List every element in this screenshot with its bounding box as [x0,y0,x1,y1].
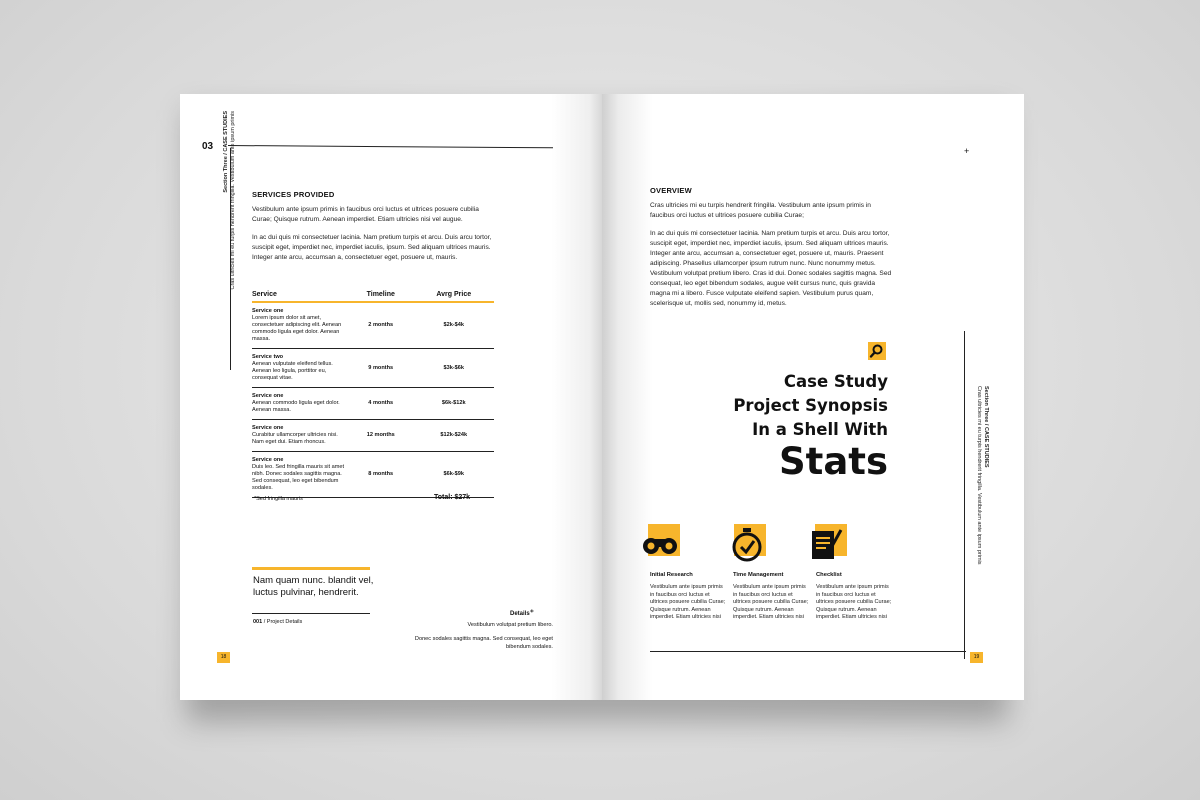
services-paragraph-2: In ac dui quis mi consectetuer lacinia. Nam pretium turpis et arcu. Duis arcu tortor, suscipit eget, imperdiet nec, imperdiet iaculis, ipsum. Sed aliquam ultrices mauris. Integer ante arcu, accumsan a, consectetuer eget, posuere ut, mauris. [252,234,492,261]
stat-text-time-management: Vestibulum ante ipsum primis in faucibus orci luctus et ultrices posuere cubilia Curae; Quisque rutrum. Aenean imperdiet. Etiam ultricies nisi [733,584,809,621]
stat-text-initial-research: Vestibulum ante ipsum primis in faucibus orci luctus et ultrices posuere cubilia Curae; Quisque rutrum. Aenean imperdiet. Etiam ultricies nisi [650,584,726,621]
quote-accent-bar [252,567,370,570]
timeline-cell: 2 months [348,302,413,349]
stat-title-initial-research: Initial Research [650,572,693,578]
service-name: Service one [252,308,284,314]
right-page [602,94,1024,700]
side-title: Section Three / CASE STUDIES [983,386,989,468]
overview-paragraph-1: Cras ultricies mi eu turpis hendrerit fringilla. Vestibulum ante ipsum primis in faucibus orci luctus et ultrices posuere cubilia Curae; [650,202,871,219]
service-desc: Aenean commodo ligula eget dolor. Aenean massa. [252,400,340,413]
plus-icon: ⁺ [529,608,534,617]
details-paragraph-2: Donec sodales sagittis magna. Sed consequat, leo eget bibendum sodales. [414,636,553,650]
col-service: Service [252,291,348,302]
bottom-rule [650,651,966,652]
service-desc: Lorem ipsum dolor sit amet, consectetuer adipiscing elit. Aenean commodo ligula eget dolor. Aenean massa. [252,315,342,342]
overview-heading: OVERVIEW [650,186,692,195]
service-cell [252,349,348,388]
top-rule [228,145,553,148]
table-total: Total: $27k [434,494,471,501]
side-running-text [975,386,989,606]
service-desc: Aenean vulputate eleifend tellus. Aenean leo ligula, porttitor eu, consequat vitae. [252,361,333,381]
magnifier-icon [868,342,886,360]
headline-line-2: Project Synopsis [733,396,888,415]
headline-line-3: In a Shell With [752,420,888,439]
price-cell: $3k-$6k [413,349,494,388]
details-paragraph-1: Vestibulum volutpat pretium libero. [467,622,553,628]
table-row [252,349,494,388]
table-row [252,452,494,498]
table-row [252,302,494,349]
details-label [510,608,534,617]
service-desc: Duis leo. Sed fringilla mauris sit amet nibh. Donec sodales sagittis magna. Sed consequat, leo eget bibendum sodales. [252,464,345,491]
section-number: 03 [202,141,214,152]
headline-line-1: Case Study [783,372,888,391]
page-number-right: 19 [970,652,983,663]
timeline-cell: 4 months [348,388,413,420]
plus-icon: + [964,146,970,156]
table-footnote: *Sed fringilla mauris [254,496,303,502]
left-page [180,94,602,700]
side-title: Section Three / CASE STUDIES [223,111,229,193]
table-row [252,388,494,420]
timeline-cell: 9 months [348,349,413,388]
stat-title-checklist: Checklist [816,572,842,578]
service-cell [252,302,348,349]
service-name: Service one [252,393,284,399]
timeline-cell: 8 months [348,452,413,498]
stat-text-checklist: Vestibulum ante ipsum primis in faucibus orci luctus et ultrices posuere cubilia Curae; Quisque rutrum. Aenean imperdiet. Etiam ultricies nisi [816,584,892,621]
vertical-rule [964,331,965,659]
price-cell: $6k-$9k [413,452,494,498]
timeline-cell: 12 months [348,420,413,452]
col-timeline: Timeline [348,291,413,302]
service-cell [252,388,348,420]
side-running-text [223,111,237,351]
service-name: Service two [252,354,284,360]
project-label-number: 001 [253,619,263,625]
project-label-text: / Project Details [262,619,303,625]
service-name: Service one [252,457,284,463]
service-cell [252,420,348,452]
service-desc: Curabitur ullamcorper ultricies nisi. Nam eget dui. Etiam rhoncus. [252,432,338,445]
binoculars-icon [640,524,680,564]
service-cell [252,452,348,498]
overview-paragraph-2: In ac dui quis mi consectetuer lacinia. Nam pretium turpis et arcu. Duis arcu tortor, suscipit eget, imperdiet nec, imperdiet iaculis, ipsum. Sed aliquam ultrices mauris. Integer ante arcu, accumsan a, consectetuer eget, posuere ut, mauris. Praesent adipiscing. Phasellus ullamcorper ipsum rutrum nunc. Nunc nonummy metus. Vestibulum volutpat pretium libero. Cras id dui. Donec sodales sagittis magna. Sed consequat, leo eget bibendum sodales, augue velit cursus nunc, quis gravida magna mi a libero. Fusce vulputate eleifend sapien. Vestibulum purus quam, scelerisque ut, mollis sed, nonummy id, metus. [650,230,892,307]
price-cell: $6k-$12k [413,388,494,420]
col-price: Avrg Price [413,291,494,302]
stat-title-time-management: Time Management [733,572,784,578]
price-cell: $2k-$4k [413,302,494,349]
pull-quote: Nam quam nunc. blandit vel, luctus pulvinar, hendrerit. [253,575,374,598]
services-paragraph-1: Vestibulum ante ipsum primis in faucibus orci luctus et ultrices posuere cubilia Curae; Quisque rutrum. Aenean imperdiet. Etiam ultricies nisi vel augue. [252,206,479,223]
project-label [253,619,302,625]
details-label-text: Details [510,611,530,617]
headline-stats: Stats [778,440,888,483]
quote-rule [252,613,370,614]
checklist-icon [807,524,847,564]
stopwatch-icon [726,524,766,564]
side-line: Cras ultricies mi eu turpis hendrerit fringilla. Vestibulum ante ipsum primis [976,386,982,565]
price-cell: $12k-$24k [413,420,494,452]
table-row [252,420,494,452]
side-line: Cras ultricies mi eu turpis hendrerit fringilla. Vestibulum ante ipsum primis [230,111,236,290]
page-number-left: 18 [217,652,230,663]
service-name: Service one [252,425,284,431]
services-heading: SERVICES PROVIDED [252,190,335,199]
services-table [252,291,494,498]
